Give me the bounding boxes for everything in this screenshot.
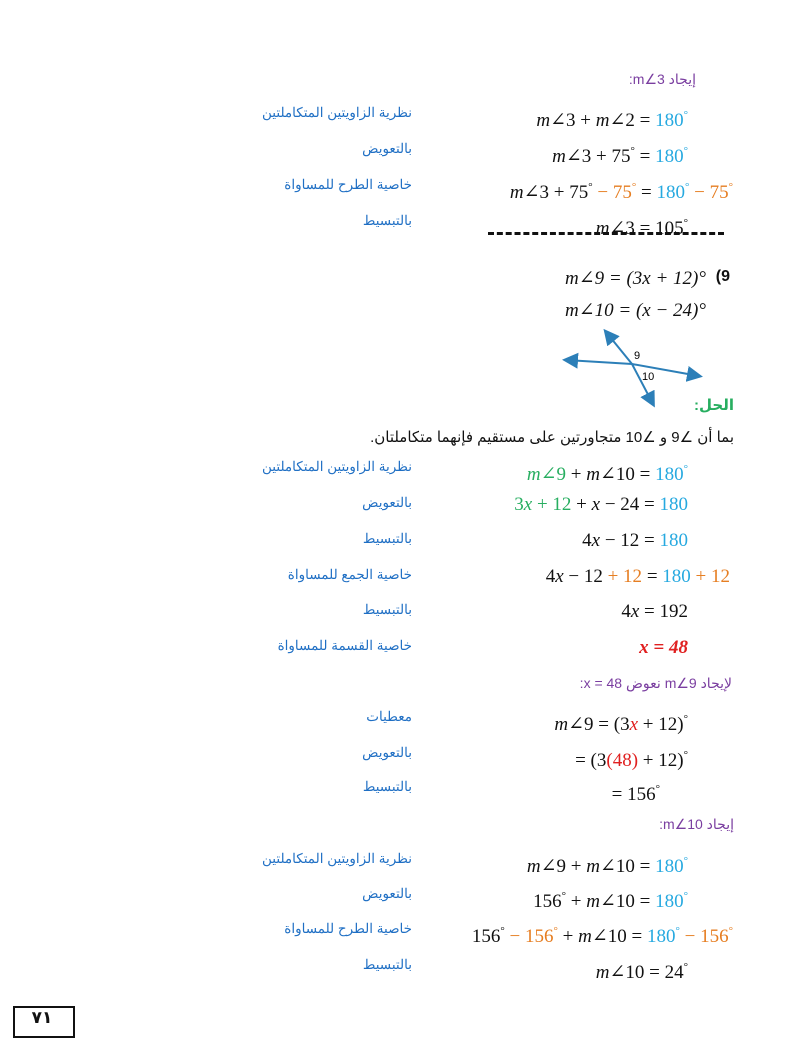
equation-row: 156° − 156° + m∠10 = 180° − 156°: [471, 925, 733, 947]
justification-label: بالتبسيط: [362, 779, 412, 794]
justification-label: خاصية الطرح للمساواة: [284, 177, 412, 192]
justification-label: بالتعويض: [362, 141, 412, 156]
justification-label: معطيات: [366, 709, 412, 724]
section-heading-m9: لإيجاد m∠9 نعوض x = 48:: [579, 675, 732, 691]
justification-label: بالتبسيط: [362, 213, 412, 228]
equation-row: m∠3 = 105°: [595, 217, 688, 239]
angle-10-label: 10: [642, 371, 655, 383]
equation-row: m∠3 + 75° − 75° = 180° − 75°: [509, 181, 733, 203]
justification-label: خاصية الطرح للمساواة: [284, 921, 412, 936]
equation-row: m∠9 = (3x + 12)°: [554, 713, 688, 735]
section-heading-m3: إيجاد m∠3:: [628, 71, 696, 87]
equation-row: 4x − 12 = 180: [582, 530, 688, 551]
page-number: ٧١: [31, 1008, 53, 1027]
equation-row: m∠9 + m∠10 = 180°: [526, 463, 688, 485]
equation-row: = (3(48) + 12)°: [575, 749, 688, 771]
justification-label: بالتبسيط: [362, 957, 412, 972]
equation-row: m∠3 + 75° = 180°: [552, 145, 688, 167]
justification-label: خاصية القسمة للمساواة: [277, 638, 412, 653]
given-equation-9: m∠9 = (3x + 12)°: [565, 268, 706, 289]
justification-label: نظرية الزاويتين المتكاملتين: [262, 459, 412, 474]
section-heading-m10: إيجاد m∠10:: [659, 816, 734, 832]
solution-label: الحل:: [694, 397, 734, 414]
answer-x: x = 48: [639, 637, 688, 658]
equation-row: 4x − 12 + 12 = 180 + 12: [545, 566, 730, 587]
transversal-up-arrow: [606, 332, 632, 364]
equation-row: m∠3 + m∠2 = 180°: [536, 109, 688, 131]
justification-label: نظرية الزاويتين المتكاملتين: [262, 105, 412, 120]
equation-row: 3x + 12 + x − 24 = 180: [514, 494, 688, 515]
justification-label: نظرية الزاويتين المتكاملتين: [262, 851, 412, 866]
equation-row: 156° + m∠10 = 180°: [533, 890, 688, 912]
justification-label: بالتعويض: [362, 745, 412, 760]
line-left-arrow: [566, 360, 632, 364]
angle-9-label: 9: [634, 350, 641, 362]
intersecting-lines-figure: [560, 328, 705, 408]
problem-number: (9: [715, 268, 730, 285]
justification-label: خاصية الجمع للمساواة: [287, 567, 412, 582]
equation-row: 4x = 192: [621, 601, 688, 622]
justification-label: بالتعويض: [362, 495, 412, 510]
given-equation-10: m∠10 = (x − 24)°: [565, 300, 706, 321]
solution-intro: بما أن ∠9 و ∠10 متجاورتين على مستقيم فإنهما متكاملتان.: [370, 429, 734, 446]
equation-row: = 156°: [611, 783, 660, 805]
dashed-divider: [488, 232, 724, 235]
justification-label: بالتبسيط: [362, 602, 412, 617]
transversal-down-arrow: [632, 364, 653, 404]
justification-label: بالتبسيط: [362, 531, 412, 546]
equation-row: m∠9 + m∠10 = 180°: [526, 855, 688, 877]
equation-row: m∠10 = 24°: [595, 961, 688, 983]
justification-label: بالتعويض: [362, 886, 412, 901]
